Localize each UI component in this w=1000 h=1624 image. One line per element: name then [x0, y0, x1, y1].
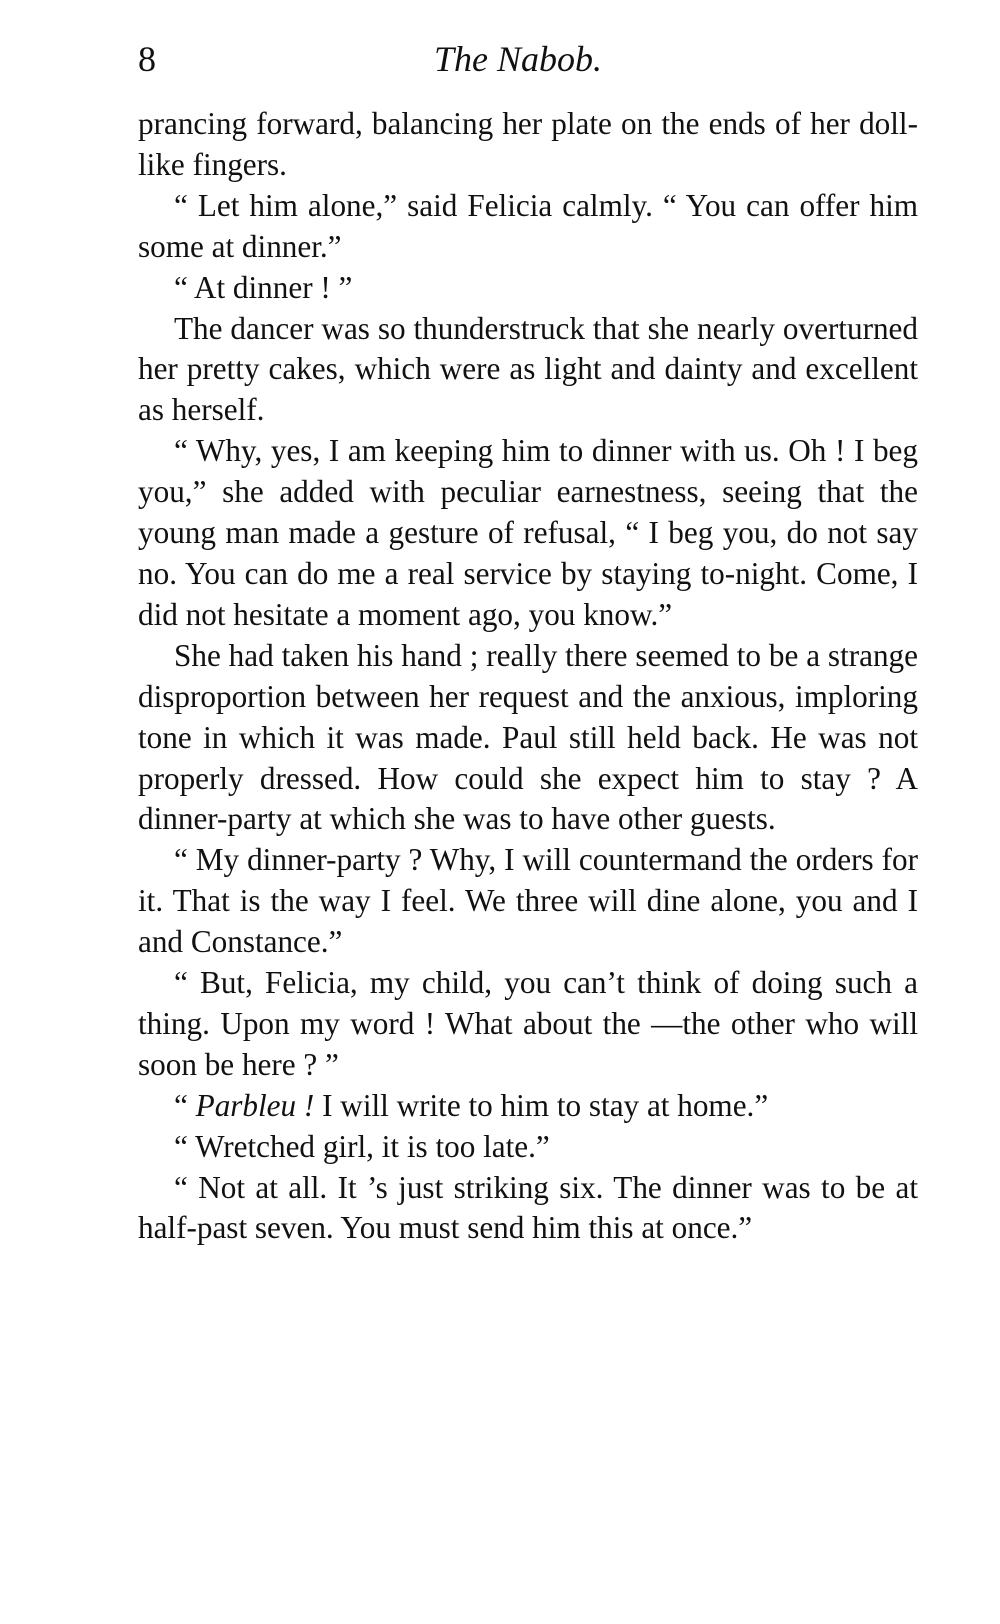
paragraph: “ Let him alone,” said Felicia calmly. “ You can offer him some at dinner.”: [138, 187, 918, 264]
paragraph: “ Not at all. It ’s just striking six. The dinner was to be at half-past seven. You must send him this at once.”: [138, 1169, 918, 1246]
paragraph: “ At dinner ! ”: [174, 269, 353, 305]
open-quote: “: [174, 1087, 196, 1123]
running-title: The Nabob.: [433, 39, 602, 79]
paragraph: [138, 1086, 918, 1127]
page-number: 8: [138, 39, 156, 79]
paragraph: “ Why, yes, I am keeping him to dinner with us. Oh ! I beg you,” she added with peculiar earnestness, seeing that the young man made a gesture of refusal, “ I beg you, do not say no. You can do me a real service by staying to-night. Come, I did not hesitate a moment ago, you know.”: [138, 433, 918, 632]
paragraph-rest: I will write to him to stay at home.”: [314, 1087, 769, 1123]
paragraph: prancing forward, balancing her plate on the ends of her doll-like fingers.: [138, 106, 918, 182]
paragraph: “ Wretched girl, it is too late.”: [174, 1128, 550, 1164]
paragraph: “ My dinner-party ? Why, I will countermand the orders for it. That is the way I feel. We three will dine alone, you and I and Constance.”: [138, 842, 918, 960]
italic-exclamation: Parbleu !: [195, 1087, 315, 1123]
paragraph: The dancer was so thunderstruck that she nearly overturned her pretty cakes, which were as light and dainty and excellent as herself.: [138, 310, 918, 428]
paragraph: She had taken his hand ; really there seemed to be a strange disproportion between her request and the anxious, imploring tone in which it was made. Paul still held back. He was not properly dressed. How could she expect him to stay ? A dinner-party at which she was to have other guests.: [138, 637, 918, 837]
paragraph: “ But, Felicia, my child, you can’t think of doing such a thing. Upon my word ! What about the —the other who will soon be here ? ”: [138, 965, 918, 1082]
body-text: [138, 104, 918, 1249]
page-header: [0, 34, 1000, 84]
